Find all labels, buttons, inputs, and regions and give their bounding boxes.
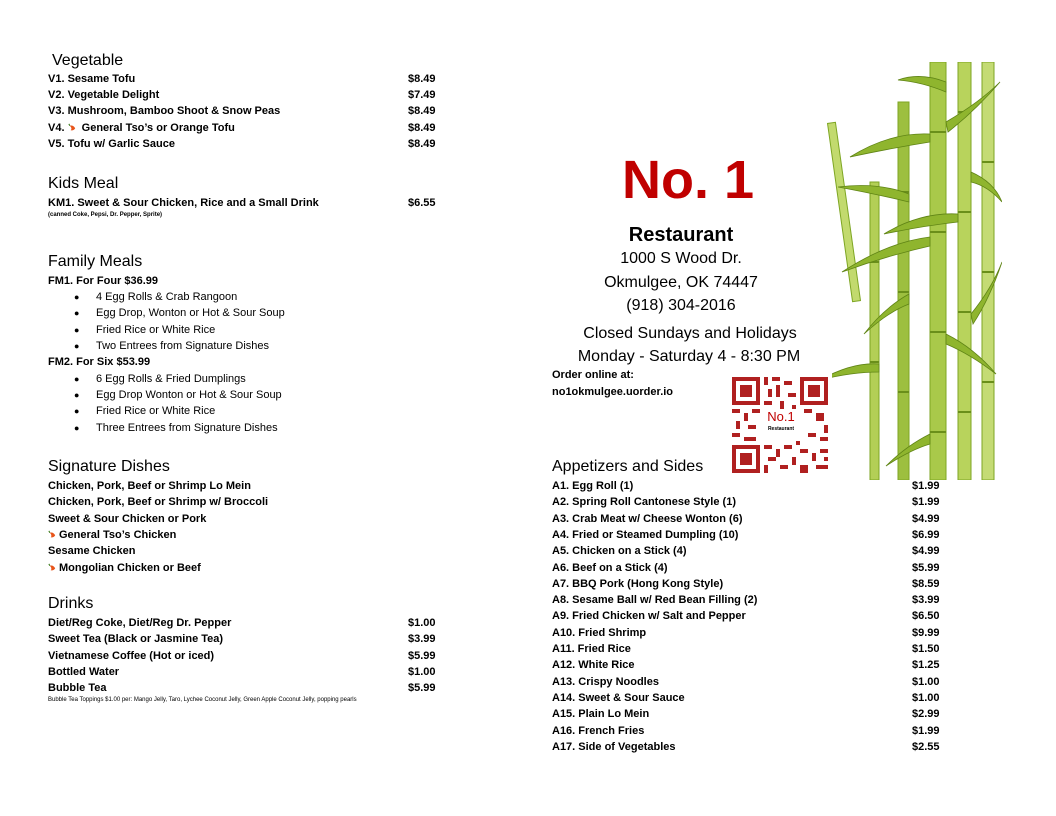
item-price: $6.55 xyxy=(408,197,436,209)
item-price: $6.50 xyxy=(912,610,940,623)
item-price: $5.99 xyxy=(408,682,436,694)
chili-pepper-icon xyxy=(48,530,57,539)
menu-item xyxy=(48,71,436,87)
qr-logo-box xyxy=(762,409,800,441)
item-price: $1.99 xyxy=(912,480,940,492)
restaurant-logo-title: No. 1 xyxy=(621,150,755,210)
kids-drink-note: (canned Coke, Pepsi, Dr. Pepper, Sprite) xyxy=(48,212,163,218)
item-name: V5. Tofu w/ Garlic Sauce xyxy=(48,138,175,150)
item-price: $1.00 xyxy=(912,675,940,688)
qr-logo-subtext: Restaurant xyxy=(767,426,795,432)
item-name: A15. Plain Lo Mein xyxy=(552,708,650,721)
restaurant-address-line2: Okmulgee, OK 74447 xyxy=(604,274,758,291)
item-price: $1.00 xyxy=(408,617,436,629)
menu-item xyxy=(48,136,436,152)
drinks-heading: Drinks xyxy=(48,595,94,612)
chili-pepper-icon xyxy=(68,123,77,132)
item-price: $5.99 xyxy=(408,650,436,662)
menu-item: Sweet Tea (Black or Jasmine Tea) $3.99 xyxy=(48,633,436,645)
order-online-label: Order online at: xyxy=(552,369,634,381)
item-name: A3. Crab Meat w/ Cheese Wonton (6) xyxy=(552,512,743,525)
menu-item: Sweet & Sour Chicken or Pork xyxy=(48,513,207,525)
item-price: $1.00 xyxy=(912,691,940,704)
menu-item xyxy=(552,690,940,706)
item-price: $1.25 xyxy=(912,659,940,672)
restaurant-phone: (918) 304-2016 xyxy=(626,297,736,314)
item-name: V2. Vegetable Delight xyxy=(48,89,160,101)
menu-item xyxy=(552,527,940,543)
item-price: $1.50 xyxy=(912,643,940,655)
family-meal-fm2-title: FM2. For Six $53.99 xyxy=(48,356,151,368)
item-name: A1. Egg Roll (1) xyxy=(552,480,634,492)
menu-item xyxy=(48,87,436,103)
menu-item xyxy=(552,576,940,592)
menu-item xyxy=(552,494,940,510)
restaurant-subtitle: Restaurant xyxy=(628,224,734,246)
menu-item xyxy=(552,511,940,527)
family-meal-fm1-title: FM1. For Four $36.99 xyxy=(48,275,159,287)
menu-item: Sesame Chicken xyxy=(48,545,136,557)
item-price: $4.99 xyxy=(912,512,940,525)
vegetable-heading: Vegetable xyxy=(52,52,124,69)
menu-item xyxy=(552,657,940,673)
menu-item: Bubble Tea $5.99 xyxy=(48,682,436,694)
item-price: $8.49 xyxy=(408,105,436,117)
restaurant-address-line1: 1000 S Wood Dr. xyxy=(620,250,742,267)
item-name: A10. Fried Shrimp xyxy=(552,626,647,639)
item-name: A5. Chicken on a Stick (4) xyxy=(552,545,687,558)
menu-item xyxy=(552,625,940,641)
item-name: A8. Sesame Ball w/ Red Bean Filling (2) xyxy=(552,594,758,607)
item-price: $2.99 xyxy=(912,708,940,721)
menu-item xyxy=(552,739,940,755)
menu-item xyxy=(48,120,436,136)
chili-pepper-icon xyxy=(48,563,57,572)
item-name: V3. Mushroom, Bamboo Shoot & Snow Peas xyxy=(48,105,281,117)
restaurant-closed-notice: Closed Sundays and Holidays xyxy=(583,325,797,342)
item-name: A13. Crispy Noodles xyxy=(552,675,659,688)
menu-item xyxy=(552,560,940,576)
bubble-tea-toppings-note: Bubble Tea Toppings $1.00 per: Mango Jelly, Taro, Lychee Coconut Jelly, Green Apple Coconut Jelly, popping pearls xyxy=(48,697,357,703)
item-price: $9.99 xyxy=(912,626,940,639)
menu-item xyxy=(552,723,940,739)
item-name: A6. Beef on a Stick (4) xyxy=(552,561,668,574)
item-price: $4.99 xyxy=(912,545,940,558)
item-name: A4. Fried or Steamed Dumpling (10) xyxy=(552,528,739,541)
menu-item: Mongolian Chicken or Beef xyxy=(48,560,201,576)
item-price: $1.99 xyxy=(912,724,940,737)
item-name: V4. xyxy=(48,122,65,134)
menu-item xyxy=(552,674,940,690)
menu-item: Chicken, Pork, Beef or Shrimp w/ Broccoli xyxy=(48,496,269,508)
menu-item xyxy=(552,641,940,657)
item-name: A17. Side of Vegetables xyxy=(552,740,676,753)
order-online-url[interactable]: no1okmulgee.uorder.io xyxy=(552,386,674,398)
item-name: A12. White Rice xyxy=(552,659,635,672)
menu-item xyxy=(48,103,436,119)
item-price: $7.49 xyxy=(408,89,436,101)
restaurant-hours: Monday - Saturday 4 - 8:30 PM xyxy=(577,348,801,365)
menu-item xyxy=(552,592,940,608)
item-name: KM1. Sweet & Sour Chicken, Rice and a Small Drink xyxy=(48,197,319,209)
item-name: A11. Fried Rice xyxy=(552,643,631,655)
menu-item: Bottled Water $1.00 xyxy=(48,666,436,678)
item-name: A7. BBQ Pork (Hong Kong Style) xyxy=(552,577,724,590)
item-name-spicy: General Tso’s or Orange Tofu xyxy=(81,122,235,134)
item-price: $1.99 xyxy=(912,496,940,509)
item-price: $8.49 xyxy=(408,73,436,85)
appetizers-heading: Appetizers and Sides xyxy=(552,458,704,475)
item-price: $8.59 xyxy=(912,577,940,590)
menu-item xyxy=(48,195,436,211)
item-price: $3.99 xyxy=(912,594,940,607)
item-price: $5.99 xyxy=(912,561,940,574)
item-name: A16. French Fries xyxy=(552,724,645,737)
qr-code[interactable] xyxy=(728,373,832,477)
item-name: V1. Sesame Tofu xyxy=(48,73,136,85)
signature-dishes-heading: Signature Dishes xyxy=(48,458,170,475)
item-price: $1.00 xyxy=(408,666,436,678)
item-name: A2. Spring Roll Cantonese Style (1) xyxy=(552,496,736,509)
menu-item xyxy=(552,543,940,559)
item-price: $8.49 xyxy=(408,122,436,134)
item-name: A9. Fried Chicken w/ Salt and Pepper xyxy=(552,610,746,623)
item-price: $2.55 xyxy=(912,740,940,753)
item-price: $8.49 xyxy=(408,138,436,150)
kids-meal-heading: Kids Meal xyxy=(48,175,119,192)
item-price: $3.99 xyxy=(408,633,436,645)
qr-logo-text: No.1 xyxy=(767,409,795,424)
menu-item: Vietnamese Coffee (Hot or iced) $5.99 xyxy=(48,650,436,662)
menu-item xyxy=(552,608,940,624)
item-price: $6.99 xyxy=(912,528,940,541)
menu-item: General Tso’s Chicken xyxy=(48,527,176,543)
item-name: A14. Sweet & Sour Sauce xyxy=(552,691,685,704)
menu-item xyxy=(552,478,940,494)
menu-item: Diet/Reg Coke, Diet/Reg Dr. Pepper $1.00 xyxy=(48,617,436,629)
menu-item: Chicken, Pork, Beef or Shrimp Lo Mein xyxy=(48,480,251,492)
family-meals-heading: Family Meals xyxy=(48,253,143,270)
menu-item xyxy=(552,706,940,722)
